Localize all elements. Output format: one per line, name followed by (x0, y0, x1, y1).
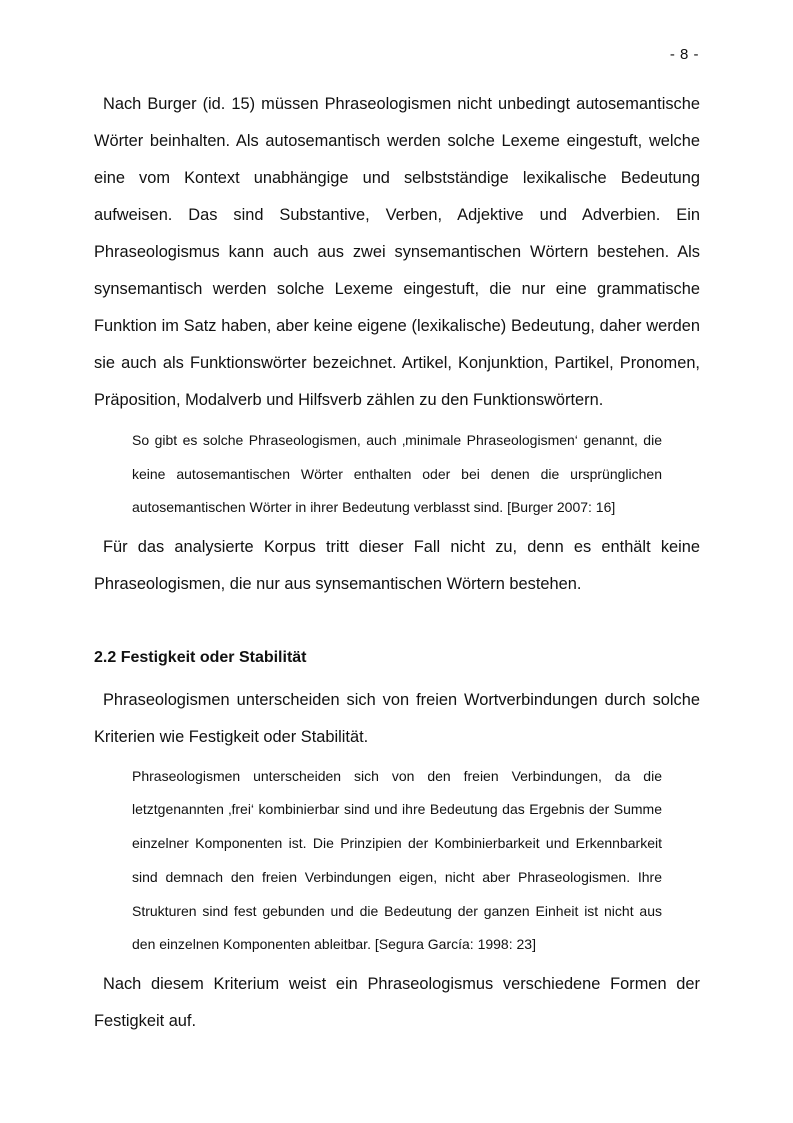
paragraph-festigkeit: Nach diesem Kriterium weist ein Phraseologismus verschiedene Formen der Festigkeit auf. (94, 975, 700, 1031)
paragraph-criteria: Phraseologismen unterscheiden sich von freien Wortverbindungen durch solche Kriterien wie Festigkeit oder Stabilität. (94, 690, 700, 746)
section-heading: 2.2 Festigkeit oder Stabilität (94, 648, 307, 666)
block-quote-segura: Phraseologismen unterscheiden sich von den freien Verbindungen, da die letztgenannten ‚frei‘ kombinierbar sind und ihre Bedeutung das Ergebnis der Summe einzelner Komponenten ist. Die Prinzipien der Kombinierbarkeit und Erkennbarkeit sind demnach den freien Verbindungen eigen, nicht aber Phraseologismen. Ihre Strukturen sind fest gebunden und die Bedeutung der ganzen Einheit ist nicht aus den einzelnen Komponenten ableitbar. [Segura García: 1998: 23] (132, 767, 662, 953)
paragraph-autosemantic: Nach Burger (id. 15) müssen Phraseologismen nicht unbedingt autosemantische Wörter beinhalten. Als autosemantisch werden solche Lexeme eingestuft, welche eine vom Kontext unabhängige und selbstständige lexikalische Bedeutung aufweisen. Das sind Substantive, Verben, Adjektive und Adverbien. Ein Phraseologismus kann auch aus zwei synsemantischen Wörtern bestehen. Als synsemantisch werden solche Lexeme eingestuft, die nur eine grammatische Funktion im Satz haben, aber keine eigene (lexikalische) Bedeutung, daher werden sie auch als Funktionswörter bezeichnet. Artikel, Konjunktion, Partikel, Pronomen, Präposition, Modalverb und Hilfsverb zählen zu den Funktionswörtern. (94, 95, 700, 409)
document-body (94, 86, 700, 1040)
paragraph-corpus: Für das analysierte Korpus tritt dieser Fall nicht zu, denn es enthält keine Phraseologismen, die nur aus synsemantischen Wörtern bestehen. (94, 537, 700, 593)
page-number: - 8 - (669, 46, 699, 63)
block-quote-burger: So gibt es solche Phraseologismen, auch ‚minimale Phraseologismen‘ genannt, die keine autosemantischen Wörter enthalten oder bei denen die ursprünglichen autosemantischen Wörter in ihrer Bedeutung verblasst sind. [Burger 2007: 16] (132, 432, 662, 515)
